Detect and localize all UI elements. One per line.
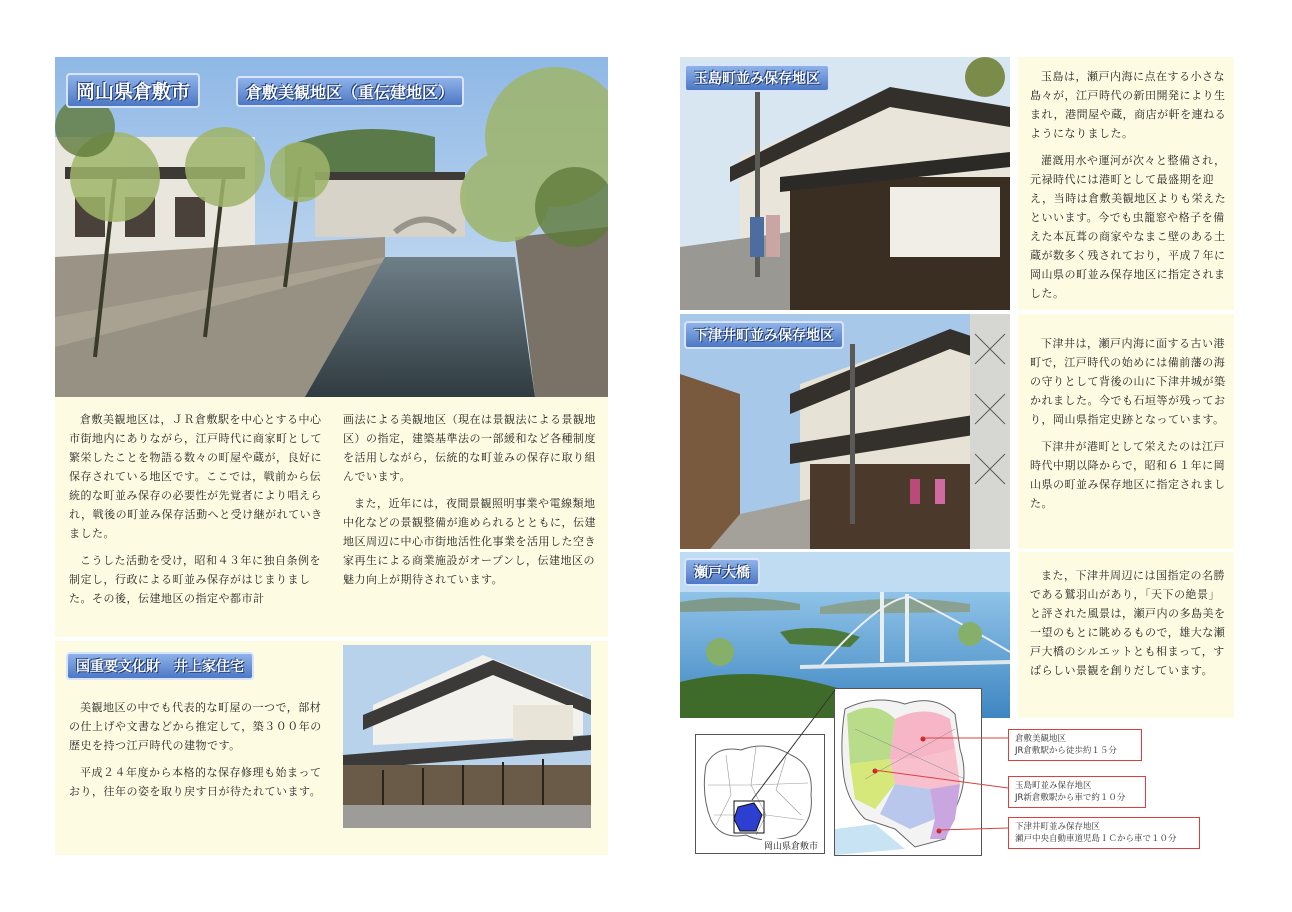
kurashiki-para-2: こうした活動を受け，昭和４３年に独自条例を制定し，行政による町並み保存がはじまりました。その後，伝建地区の指定や都市計 — [69, 554, 322, 605]
tamashima-pointer-line — [874, 770, 1008, 788]
inoue-para-1: 美観地区の中でも代表的な町屋の一つで，部材の仕上げや文書などから推定して，築３００年の歴史を持つ江戸時代の建物です。 — [69, 701, 322, 752]
seto-para-1: また，下津井周辺には国指定の名勝である鷲羽山があり，「天下の絶景」と評された風景は，瀬戸内の多島美を一望のもとに眺めるもので，雄大な瀬戸大橋のシルエットとも相まって，すばらしい景観を創りだしています。 — [1030, 569, 1226, 677]
tamashima-para-2: 灌漑用水や運河が次々と整備され，元禄時代には港町として最盛期を迎え，当時は倉敷美観地区よりも栄えたといいます。今でも虫籠窓や格子を備えた本瓦葺の商家やなまこ壁のある土蔵が数多く残されており，平成７年に岡山県の町並み保存地区に指定されました。 — [1030, 154, 1227, 300]
main-subtitle — [236, 76, 464, 107]
map-label-kurashiki — [1008, 729, 1142, 761]
tamashima-title-text: 玉島町並み保存地区 — [694, 71, 820, 87]
kurashiki-text-col2 — [343, 410, 598, 597]
map-label-shimotsui — [1008, 817, 1200, 849]
inoue-title-text: 国重要文化財 井上家住宅 — [76, 659, 244, 675]
map-caption-text: 岡山県倉敷市 — [764, 842, 819, 852]
map-label-tamashima-name: 玉島町並み保存地区 — [1015, 781, 1092, 791]
tamashima-photo — [680, 57, 1010, 310]
shimotsui-title-text: 下津井町並み保存地区 — [694, 328, 834, 344]
seto-title — [684, 558, 760, 586]
map-label-kurashiki-access: JR倉敷駅から徒歩約１５分 — [1015, 746, 1117, 756]
shimotsui-pointer-line — [938, 828, 1008, 830]
main-title — [66, 73, 200, 108]
map-label-tamashima — [1008, 776, 1146, 808]
main-title-text: 岡山県倉敷市 — [76, 81, 191, 103]
map-label-kurashiki-name: 倉敷美観地区 — [1015, 734, 1067, 744]
kurashiki-para-3: 画法による美観地区（現在は景観法による景観地区）の指定，建築基準法の一部緩和など各種制度を活用しながら，伝統的な町並みの保存に取り組んでいます。 — [343, 413, 596, 483]
main-subtitle-text: 倉敷美観地区（重伝建地区） — [246, 83, 455, 102]
shimotsui-photo — [680, 314, 1010, 549]
map-label-shimotsui-access: 瀬戸中央自動車道児島ＩＣから車で１０分 — [1015, 834, 1177, 844]
kurashiki-para-4: また，近年には，夜間景観照明事業や電線類地中化などの景観整備が進められるとともに，伝建地区周辺に中心市街地活性化事業を活用した空き家再生による商業施設がオープンし，伝建地区の魅力向上が期待されています。 — [343, 497, 596, 586]
inoue-text — [69, 698, 325, 809]
map-label-tamashima-access: JR新倉敷駅から車で約１０分 — [1015, 793, 1126, 803]
tamashima-para-1: 玉島は，瀬戸内海に点在する小さな島々が，江戸時代の新田開発により生まれ，港問屋や蔵，商店が軒を連ねるようになりました。 — [1030, 70, 1227, 140]
tamashima-text — [1030, 67, 1227, 311]
inoue-house-photo — [343, 645, 591, 828]
shimotsui-para-1: 下津井は，瀬戸内海に面する古い港町で，江戸時代の始めには備前藩の海の守りとして背後の山に下津井城が築かれました。今でも石垣等が残っており，岡山県指定史跡となっています。 — [1030, 337, 1226, 426]
zoom-line — [752, 690, 835, 800]
shimotsui-para-2: 下津井が港町として栄えたのは江戸時代中期以降からで，昭和６１年に岡山県の町並み保存地区に指定されました。 — [1030, 440, 1226, 510]
kurashiki-text-col1 — [69, 410, 325, 616]
shimotsui-title — [684, 321, 844, 349]
inoue-title — [66, 652, 254, 680]
seto-text — [1030, 566, 1227, 688]
kurashiki-canal-photo — [55, 57, 608, 397]
shimotsui-text — [1030, 334, 1227, 521]
tamashima-title — [684, 64, 830, 92]
seto-title-text: 瀬戸大橋 — [694, 565, 750, 581]
inoue-para-2: 平成２４年度から本格的な保存修理も始まっており，往年の姿を取り戻す日が待たれています。 — [69, 766, 322, 798]
map-label-shimotsui-name: 下津井町並み保存地区 — [1015, 822, 1101, 832]
kurashiki-para-1: 倉敷美観地区は，ＪＲ倉敷駅を中心とする中心市街地内にありながら，江戸時代に商家町として繁栄したことを物語る数々の町屋や蔵が，良好に保存されている地区です。ここでは，戦前から伝統的な町並み保存の必要性が先覚者により唱えられ，戦後の町並み保存活動へと受け継がれていきました。 — [69, 413, 323, 540]
